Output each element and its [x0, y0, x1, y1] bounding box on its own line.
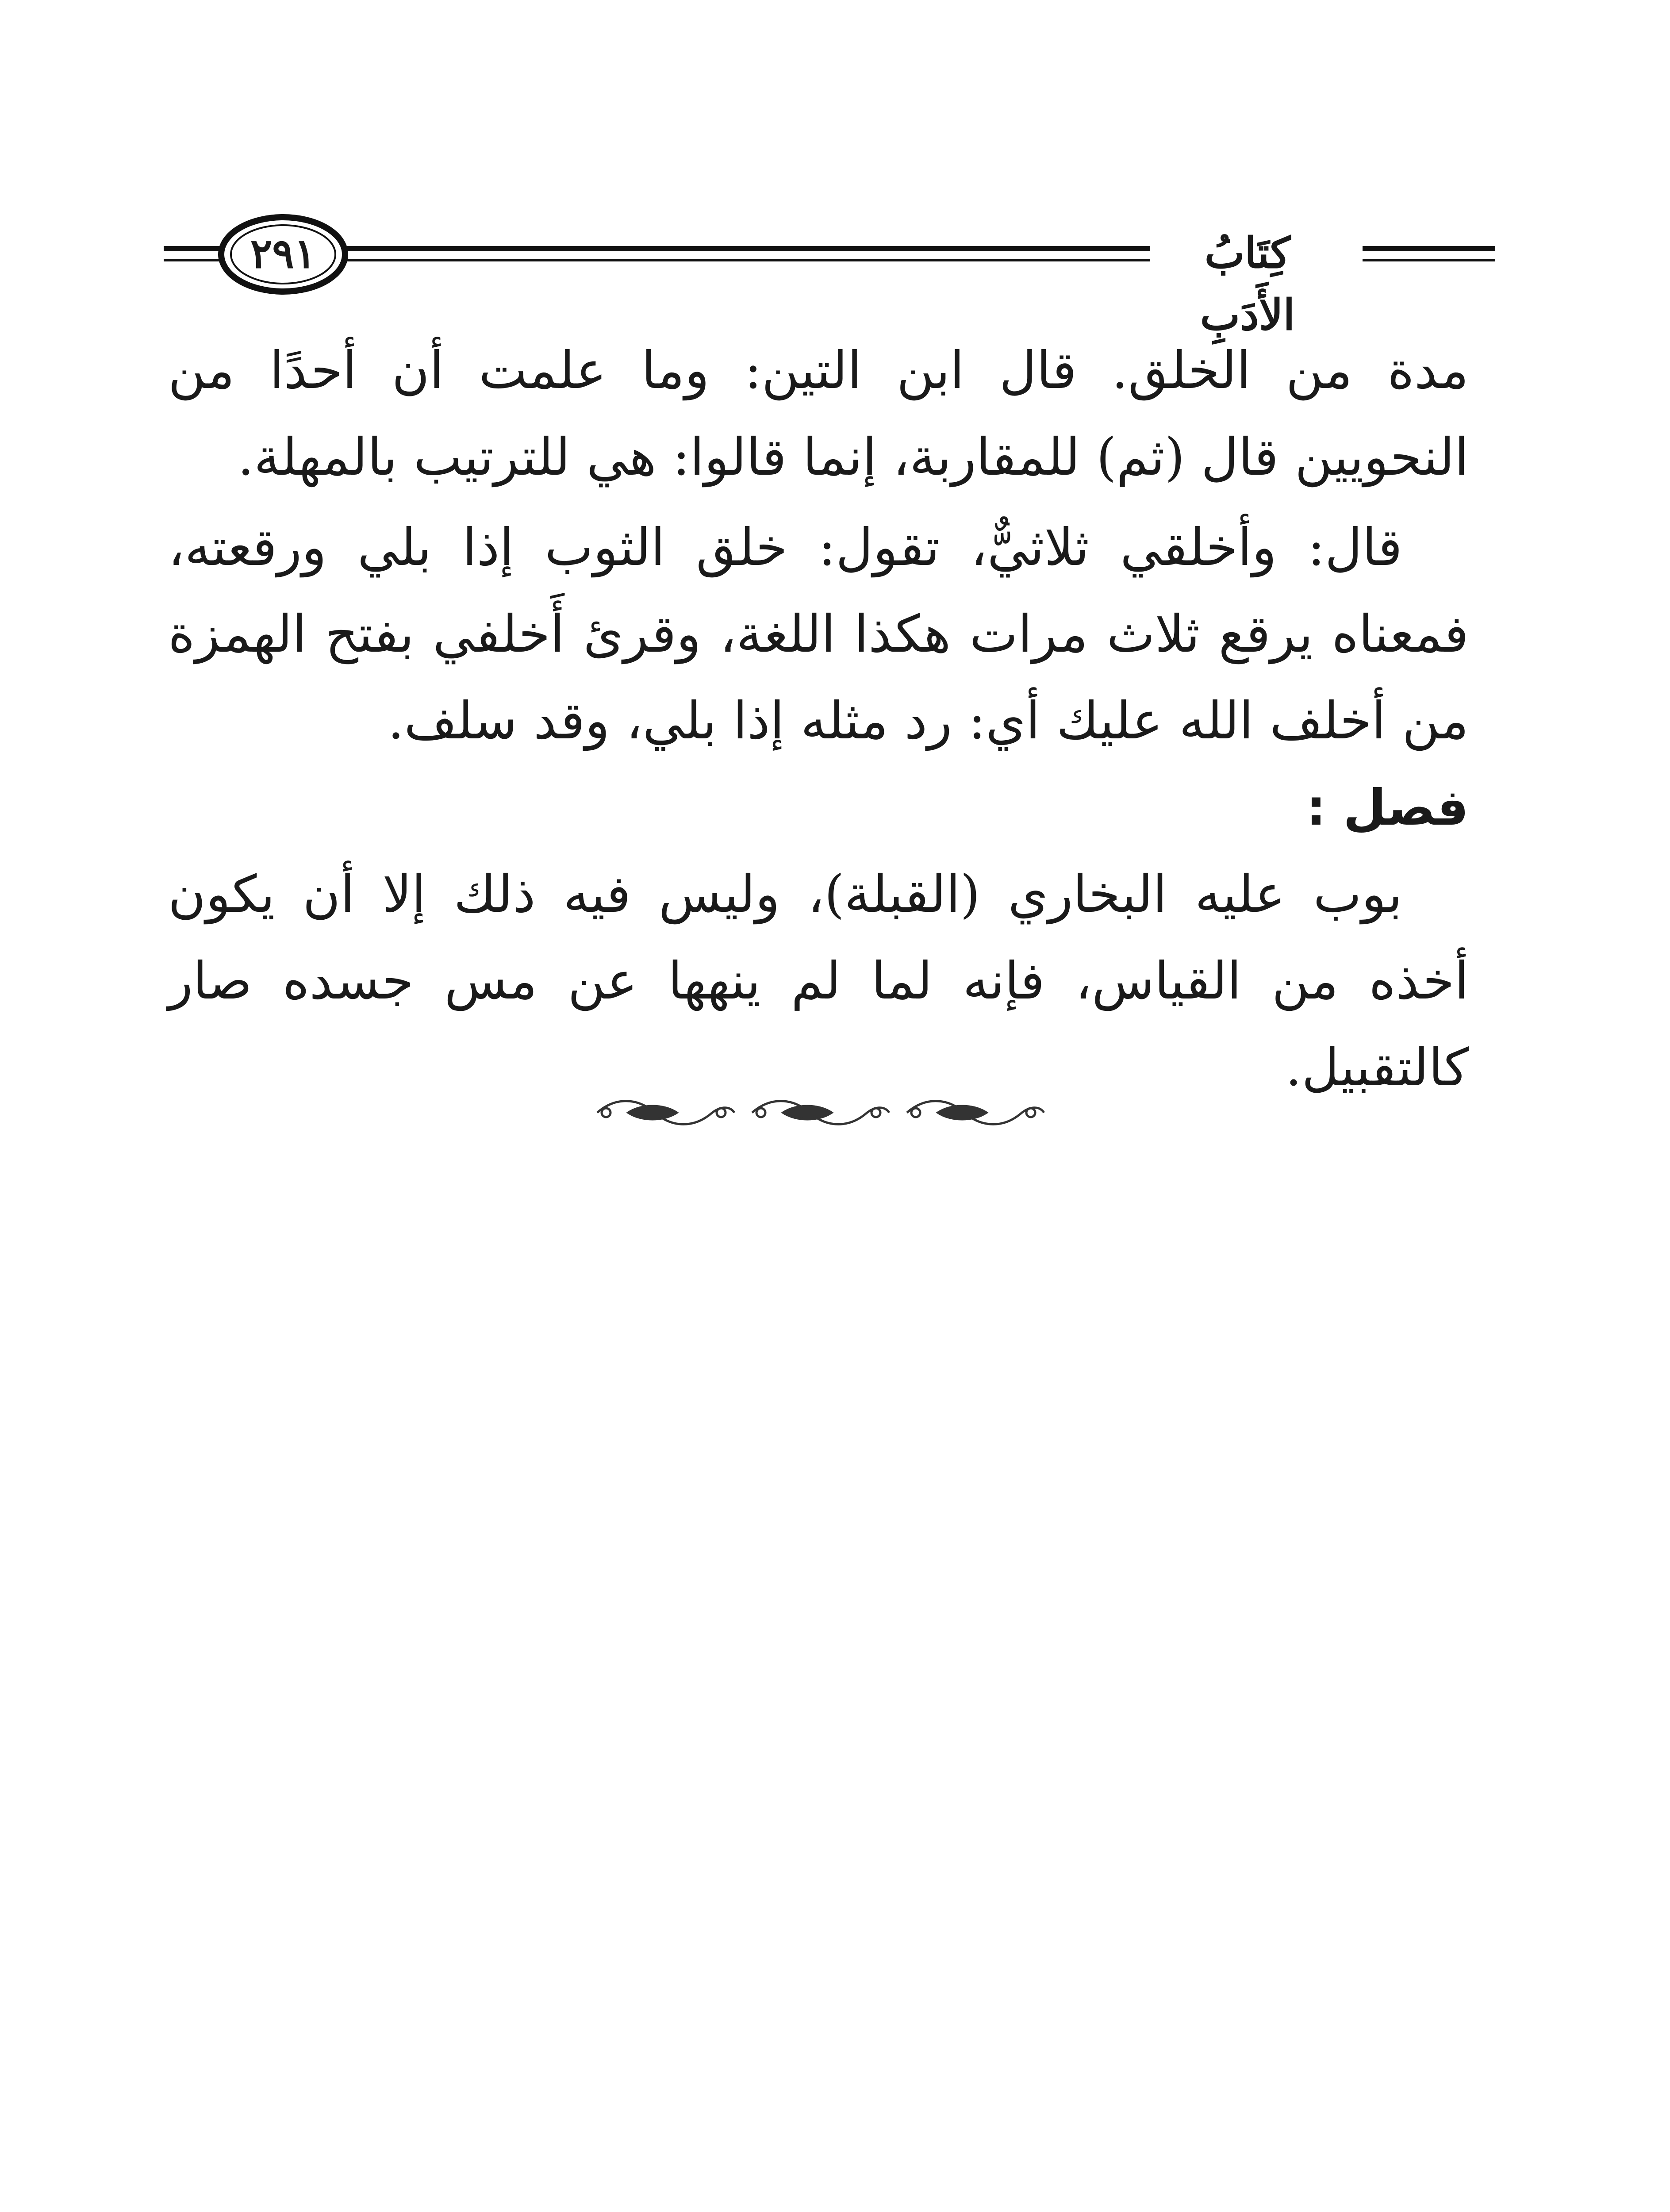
- page-header: [164, 208, 1495, 340]
- book-title: كِتَابُ الأَدَبِ: [1150, 222, 1345, 284]
- page-number: ٢٩١: [250, 230, 316, 277]
- section-heading: فصل :: [1306, 779, 1469, 837]
- section-paragraph: بوب عليه البخاري (القبلة)، وليس فيه ذلك إلا أن يكون أخذه من القياس، فإنه لما لم ينهها عن مس جسده صار كالتقبيل.: [168, 864, 1469, 1098]
- page-body: [168, 327, 1469, 1111]
- floral-divider-icon: [588, 1093, 1048, 1133]
- paragraph-1: مدة من الخلق. قال ابن التين: وما علمت أن أحدًا من النحويين قال (ثم) للمقاربة، إنما قالوا: هي للترتيب بالمهلة.: [168, 341, 1469, 487]
- paragraph-2: قال: وأخلقي ثلاثيٌّ، تقول: خلق الثوب إذا بلي ورقعته، فمعناه يرقع ثلاث مرات هكذا اللغة، وقرئ أَخلفي بفتح الهمزة من أخلف الله عليك أي: رد مثله إذا بلي، وقد سلف.: [168, 518, 1469, 751]
